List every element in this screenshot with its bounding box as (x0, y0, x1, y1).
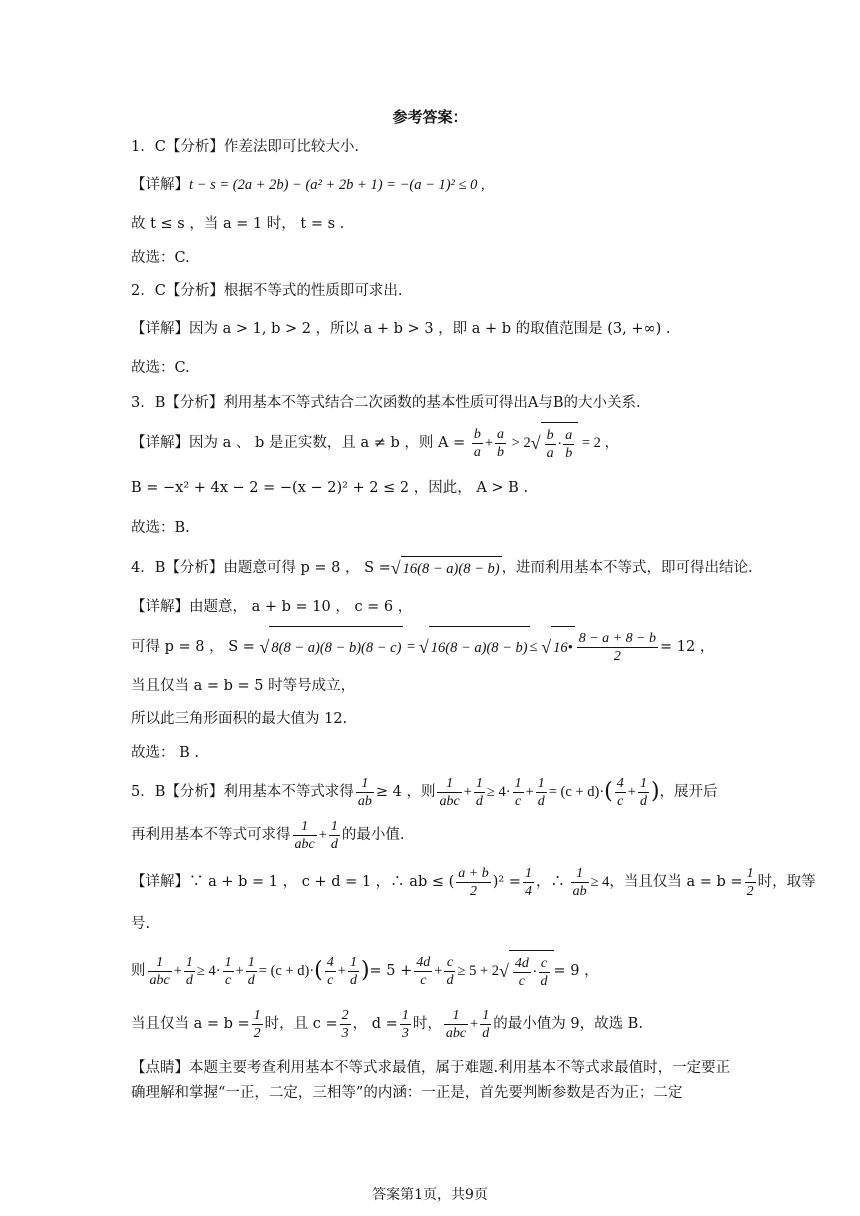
q5-detail-text: 【详解】∵ a + b = 1 ， c + d = 1 ，∴ ab ≤ ( (131, 874, 455, 890)
q5-derivation: 则 $\frac{1}{\text{abc}}$ + $\frac{1}{d}$ ≥ 4· $\frac{1}{c}$ + $\frac{1}{d}$ = (c + d)·( $\frac{4}{c}$ + $\frac{1}{d}$ )= 5 + $\frac{4d}{c}$ + $\frac{c}{d}$ ≥ 5 + 2√ $\frac{4d}{c}$ · $\frac{c}{d}$ = 9 ， (131, 950, 734, 992)
fraction-1-c: $\frac{1}{c}$ (514, 775, 522, 809)
q4-analysis-text: 4．B【分析】由题意可得 p = 8 ， S = (131, 560, 391, 576)
fraction-b-over-a: $\frac{b}{a}$ (473, 426, 481, 460)
fraction-1-abc: $\frac{1}{\text{abc}}$ (439, 775, 460, 809)
q4-detail: 【详解】由题意， a + b = 10 ， c = 6 ， (131, 599, 413, 615)
q4-area-result: = 12 ， (660, 639, 715, 655)
q5-cont-text: 再利用基本不等式可求得 (131, 827, 291, 843)
fraction-a-over-b: $\frac{a}{b}$ (497, 426, 505, 460)
fraction-c-d: $\frac{c}{d}$ (446, 954, 454, 988)
fraction-1-abc-b: $\frac{1}{\text{abc}}$ (294, 818, 315, 852)
q5-conclusion-tail: 的最小值为 9，故选 B. (493, 1016, 643, 1032)
q5-analysis: 5．B【分析】利用基本不等式求得 $\frac{1}{ab}$ ≥ 4 ，则 $\frac{1}{\text{abc}}$ + $\frac{1}{d}$ ≥ 4· $\frac{1}{c}$ + $\frac{1}{d}$ = (c + d)·( $\frac{4}{c}$ + $\frac{1}{d}$ )，展开后 (131, 775, 718, 809)
fraction-1-d-c: $\frac{1}{d}$ (639, 775, 647, 809)
fraction-1-ab-b: $\frac{1}{ab}$ (572, 865, 587, 899)
q4-analysis-tail: ，进而利用基本不等式，即可得出结论. (501, 560, 753, 576)
q4-max: 所以此三角形面积的最大值为 12. (131, 711, 348, 727)
q3-quadratic: B = −x² + 4x − 2 = −(x − 2)² + 2 ≤ 2 ，因此， A > B . (131, 480, 529, 496)
q1-detail-label: 【详解】 (131, 177, 189, 193)
fraction-two-thirds: $\frac{2}{3}$ (341, 1007, 349, 1041)
q5-detail-mid: )² = (492, 874, 521, 890)
q1-conclusion: 故 t ≤ s ，当 a = 1 时， t = s . (131, 216, 345, 232)
q5-detail: 【详解】∵ a + b = 1 ， c + d = 1 ，∴ ab ≤ ( $\frac{a + b}{2}$ )² = $\frac{1}{4}$ ，∴ $\frac{1}{ab}$ ≥ 4，当且仅当 a = b = $\frac{1}{2}$ 时，取等 (131, 865, 816, 899)
q5-conclusion-c: 时，且 c = (264, 1016, 338, 1032)
fraction-1-ab: $\frac{1}{ab}$ (357, 775, 372, 809)
fraction-one-third: $\frac{1}{3}$ (401, 1007, 409, 1041)
q5-comment: 【点睛】本题主要考查利用基本不等式求最值，属于难题.利用基本不等式求最值时，一定要正确理解和掌握“一正，二定，三相等”的内涵：一正是，首先要判断参数是否为正；二定 (131, 1060, 731, 1101)
q5-analysis-cont: 再利用基本不等式可求得 $\frac{1}{\text{abc}}$ + $\frac{1}{d}$ 的最小值. (131, 818, 405, 852)
q5-detail-wrap: 号. (131, 916, 151, 932)
q5-detail-cond: ，当且仅当 a = b = (609, 874, 743, 890)
page-footer: 答案第1页，共9页 (372, 1187, 488, 1203)
fraction-4d-c: $\frac{4d}{c}$ (416, 954, 431, 988)
fraction-1-abc-c: $\frac{1}{\text{abc}}$ (149, 954, 170, 988)
q3-analysis: 3．B【分析】利用基本不等式结合二次函数的基本性质可得出A与B的大小关系. (131, 395, 641, 411)
q4-area-formula: 可得 p = 8 ， S = √ 8(8 − a)(8 − b)(8 − c) = √ 16(8 − a)(8 − b) ≤ √ 16• $\frac{8 - a + 8 - b}{2}$ = 12 ， (131, 626, 734, 668)
fraction-1-d-f: $\frac{1}{d}$ (247, 954, 255, 988)
q4-answer: 故选： B . (131, 745, 199, 761)
fraction-1-abc-d: $\frac{1}{\text{abc}}$ (445, 1007, 467, 1041)
q5-analysis-mid: ≥ 4 ，则 (375, 784, 436, 800)
fraction-mean: $\frac{8 - a + 8 - b}{2}$ (578, 630, 657, 664)
q1-detail-expr: t − s = (2a + 2b) − (a² + 2b + 1) = −(a − 1)² ≤ 0 , (189, 177, 485, 193)
q5-derivation-text: 则 (131, 963, 146, 979)
q1-detail (131, 174, 734, 196)
fraction-quarter: $\frac{1}{4}$ (524, 865, 532, 899)
q2-detail: 【详解】因为 a > 1, b > 2 ，所以 a + b > 3 ，即 a + b 的取值范围是 (3, +∞) . (131, 321, 671, 337)
fraction-4-c-b: $\frac{4}{c}$ (326, 954, 334, 988)
fraction-1-d-b: $\frac{1}{d}$ (537, 775, 545, 809)
q1-analysis: 1．C【分析】作差法即可比较大小. (131, 139, 359, 155)
fraction-half: $\frac{1}{2}$ (746, 865, 754, 899)
q5-analysis-text: 5．B【分析】利用基本不等式求得 (131, 784, 354, 800)
sqrt-simplified: √ 16(8 − a)(8 − b) (419, 626, 530, 668)
q5-analysis-tail: ，展开后 (659, 784, 718, 800)
q3-detail: 【详解】因为 a 、 b 是正实数，且 a ≠ b ，则 A = $\frac{b}{a}$ + $\frac{a}{b}$ > 2√ $\frac{b}{a}$ · $\frac{a}{b}$ = 2 ， (131, 422, 734, 464)
q4-analysis (131, 556, 753, 580)
q3-answer: 故选：B. (131, 520, 190, 536)
q4-sqrt: √ 16(8 − a)(8 − b) (390, 558, 500, 578)
q4-equality: 当且仅当 a = b = 5 时等号成立， (131, 678, 356, 694)
q5-conclusion: 当且仅当 a = b = $\frac{1}{2}$ 时，且 c = $\frac{2}{3}$ ， d = $\frac{1}{3}$ 时， $\frac{1}{\text{abc}}$ + $\frac{1}{d}$ 的最小值为 9，故选 B. (131, 1007, 643, 1041)
q5-derivation-end: = 9 ， (553, 963, 599, 979)
sqrt-product: √ $\frac{b}{a}$ · $\frac{a}{b}$ (531, 422, 579, 464)
fraction-4-c: $\frac{4}{c}$ (616, 775, 624, 809)
fraction-1-d-d: $\frac{1}{d}$ (330, 818, 338, 852)
sqrt-heron: √ 8(8 − a)(8 − b)(8 − c) (260, 626, 404, 668)
fraction-half-b: $\frac{1}{2}$ (253, 1007, 261, 1041)
q4-area-text: 可得 p = 8 ， S = (131, 639, 255, 655)
q2-answer: 故选：C. (131, 360, 190, 376)
fraction-1-d: $\frac{1}{d}$ (475, 775, 483, 809)
sqrt-bound: √ 16• (541, 626, 574, 668)
q3-detail-text: 【详解】因为 a 、 b 是正实数，且 a ≠ b ，则 A = (131, 435, 466, 451)
fraction-1-d-h: $\frac{1}{d}$ (482, 1007, 490, 1041)
fraction-1-d-e: $\frac{1}{d}$ (185, 954, 193, 988)
fraction-half-sum: $\frac{a + b}{2}$ (458, 865, 489, 899)
q5-conclusion-text: 当且仅当 a = b = (131, 1016, 250, 1032)
q5-conclusion-when: 时， (412, 1016, 442, 1032)
page-title: 参考答案： (392, 108, 468, 126)
fraction-1-d-g: $\frac{1}{d}$ (349, 954, 357, 988)
q5-derivation-mid: = 5 + (369, 963, 413, 979)
q5-cont-tail: 的最小值. (341, 827, 405, 843)
q5-detail-end: 时，取等 (757, 874, 816, 890)
q2-analysis: 2．C【分析】根据不等式的性质即可求出. (131, 283, 403, 299)
sqrt-cross: √ $\frac{4d}{c}$ · $\frac{c}{d}$ (499, 950, 554, 992)
q5-conclusion-d: ， d = (352, 1016, 398, 1032)
fraction-1-c-b: $\frac{1}{c}$ (224, 954, 232, 988)
q1-answer: 故选：C. (131, 250, 190, 266)
